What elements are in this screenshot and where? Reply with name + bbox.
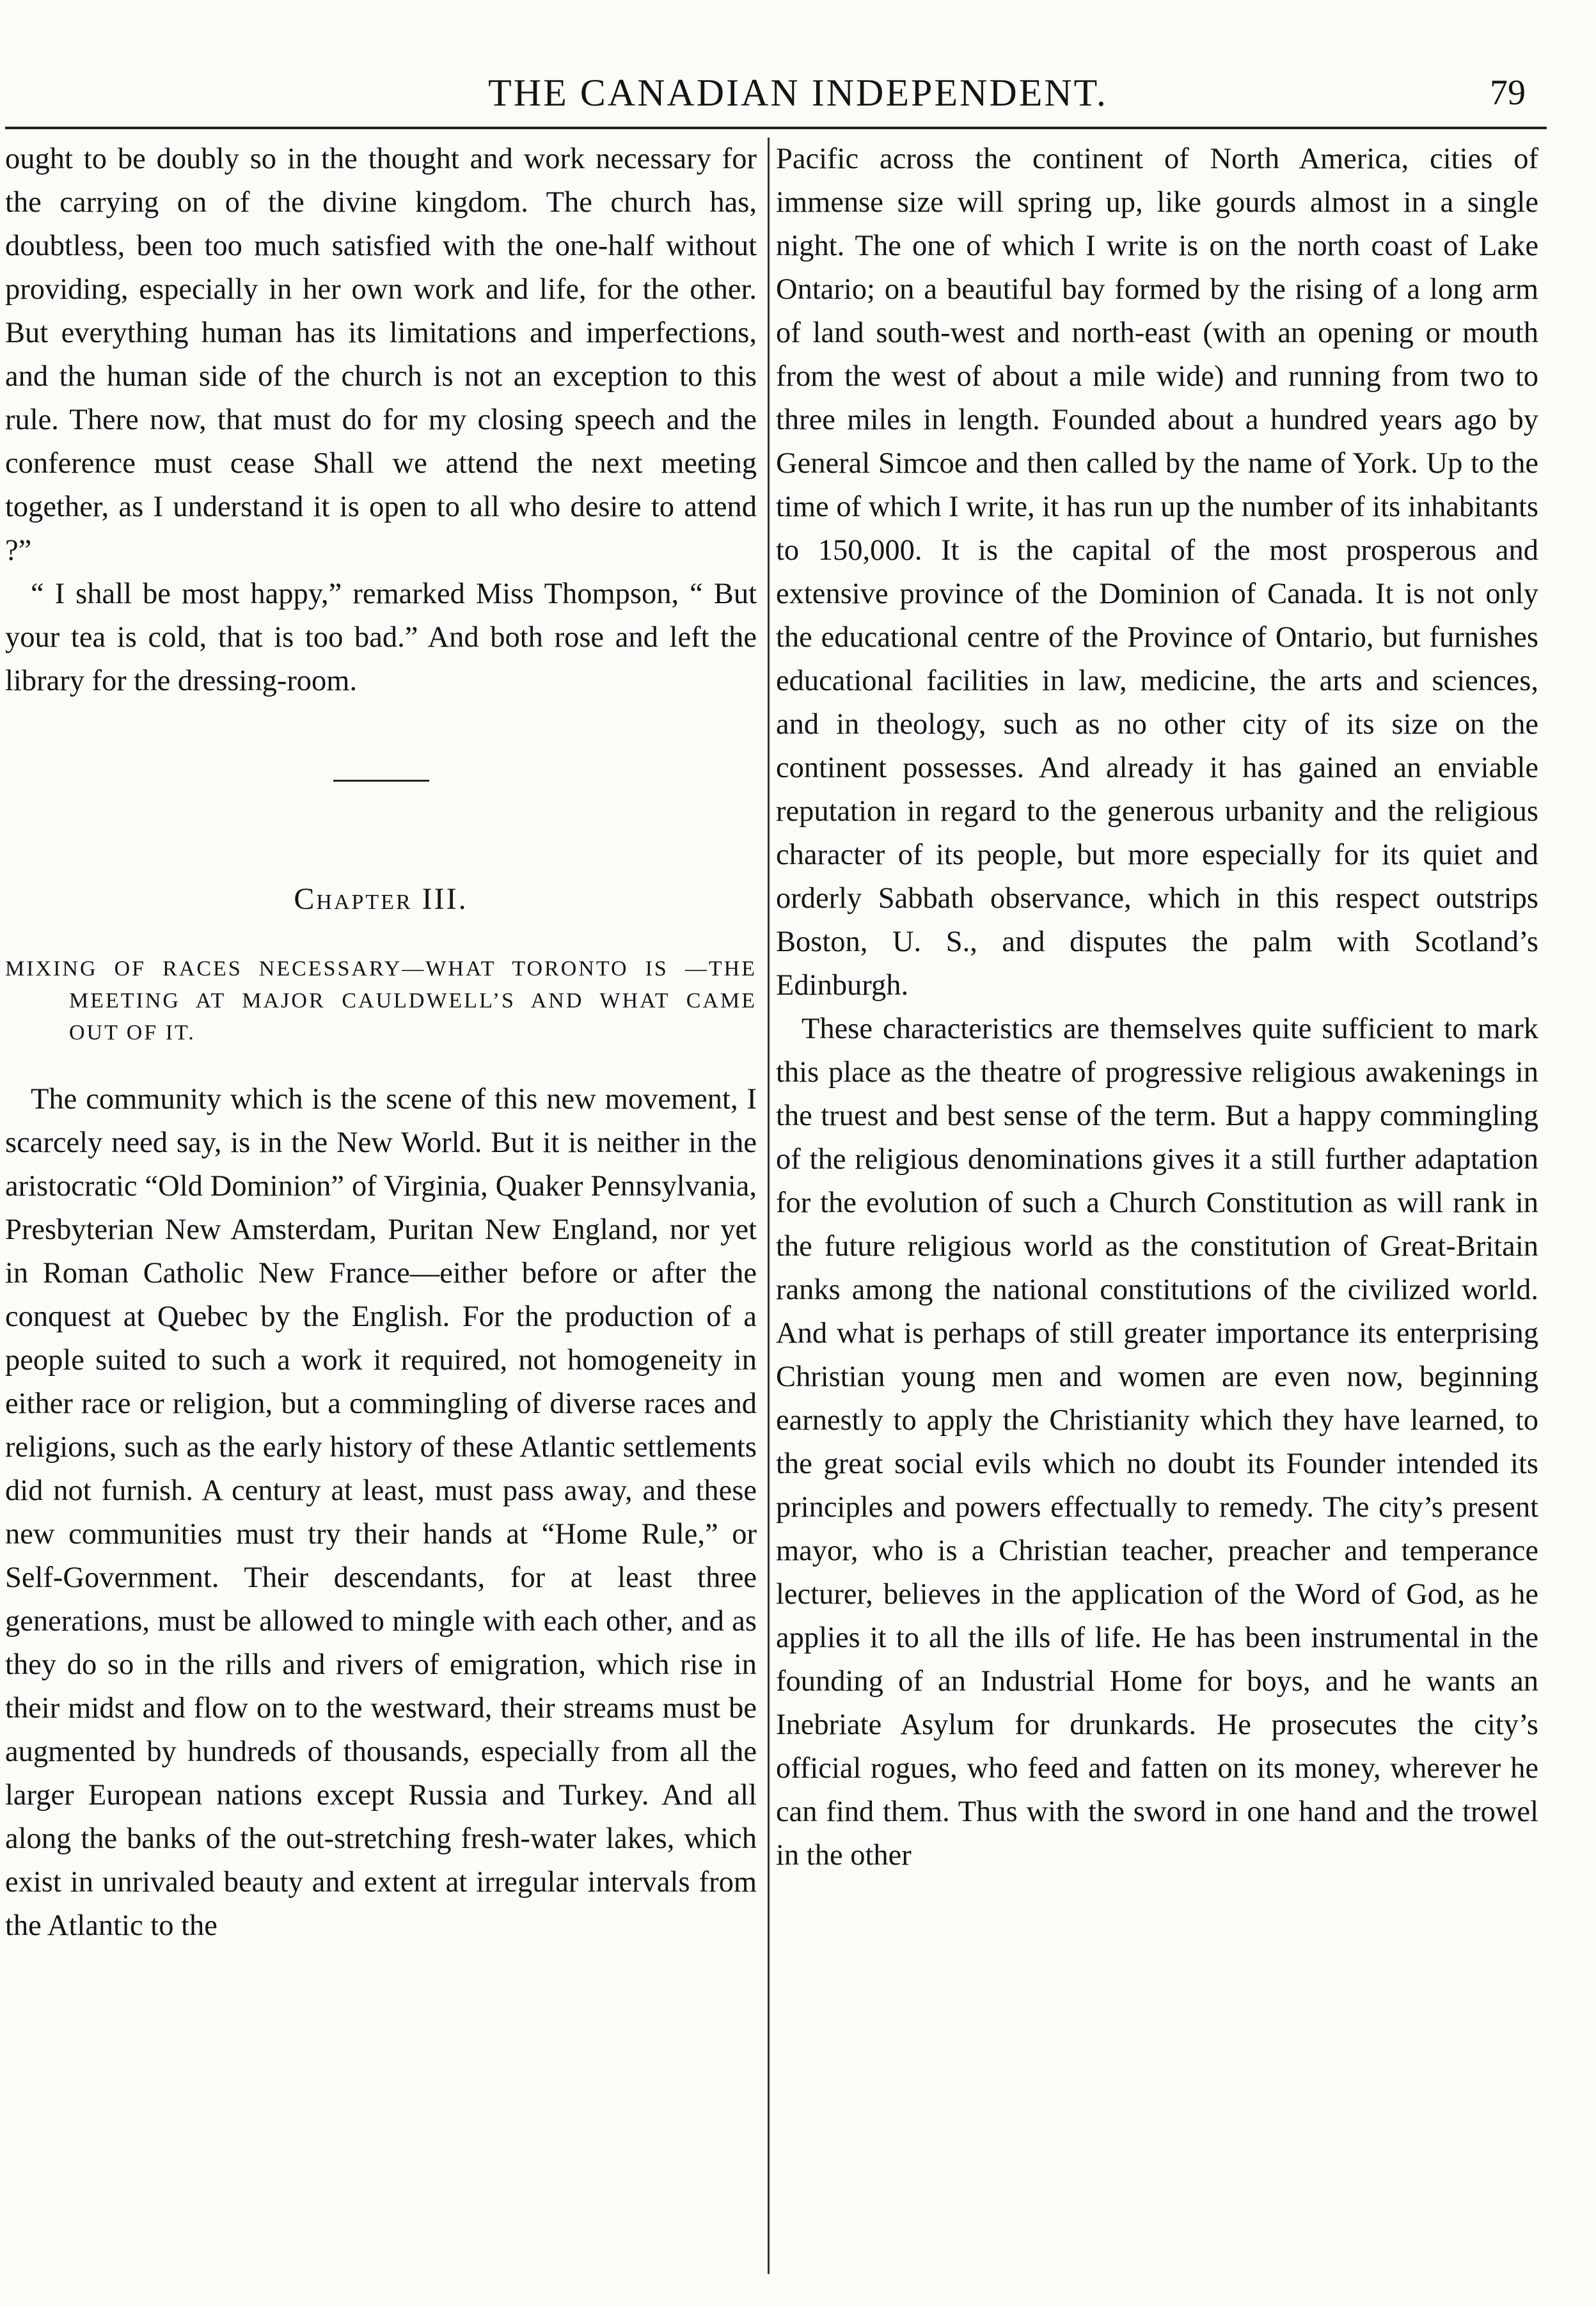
- chapter-summary: MIXING OF RACES NECESSARY—WHAT TORONTO IS —THE MEETING AT MAJOR CAULDWELL’S AND WHAT CAME OUT OF IT.: [5, 957, 757, 1045]
- page-header: [0, 64, 1596, 122]
- left-paragraph-1: ought to be doubly so in the thought and work necessary for the carrying on of the divine kingdom. The church has, doubtless, been too much satisfied with the one-half without providing, especially in her own work and life, for the other. But everything human has its limitations and imperfections, and the human side of the church is not an exception to this rule. There now, that must do for my closing speech and the conference must cease Shall we attend the next meeting together, as I understand it is open to all who desire to attend ?”: [5, 143, 757, 567]
- left-paragraph-2: “ I shall be most happy,” remarked Miss Thompson, “ But your tea is cold, that is too bad.” And both rose and left the library for the dressing-room.: [5, 578, 757, 697]
- column-divider: [768, 138, 770, 2274]
- left-paragraph-3: The community which is the scene of this new movement, I scarcely need say, is in the New World. But it is neither in the aristocratic “Old Dominion” of Virginia, Quaker Pennsylvania, Presbyterian New Amsterdam, Puritan New England, nor yet in Roman Catholic New France—either before or after the conquest at Quebec by the English. For the production of a people suited to such a work it required, not homogeneity in either race or religion, but a commingling of diverse races and religions, such as the early history of these Atlantic settlements did not furnish. A century at least, must pass away, and these new communities must try their hands at “Home Rule,” or Self-Government. Their descendants, for at least three generations, must be allowed to mingle with each other, and as they do so in the rills and rivers of emigration, which rise in their midst and flow on to the westward, their streams must be augmented by hundreds of thousands, especially from all the larger European nations except Russia and Turkey. And all along the banks of the out-stretching fresh-water lakes, which exist in unrivaled beauty and extent at irregular intervals from the Atlantic to the: [5, 1083, 757, 1942]
- page-number: 79: [1490, 73, 1526, 113]
- right-paragraph-1: Pacific across the continent of North America, cities of immense size will spring up, like gourds almost in a single night. The one of which I write is on the north coast of Lake Ontario; on a beautiful bay formed by the rising of a long arm of land south-west and north-east (with an opening or mouth from the west of about a mile wide) and running from two to three miles in length. Founded about a hundred years ago by General Simcoe and then called by the name of York. Up to the time of which I write, it has run up the number of its inhabitants to 150,000. It is the capital of the most prosperous and extensive province of the Dominion of Canada. It is not only the educational centre of the Province of Ontario, but furnishes educational facilities in law, medicine, the arts and sciences, and in theology, such as no other city of its size on the continent possesses. And already it has gained an enviable reputation in regard to the generous urbanity and the religious character of its people, but more especially for its quiet and orderly Sabbath observance, which in this respect outstrips Boston, U. S., and disputes the palm with Scotland’s Edinburgh.: [776, 143, 1538, 1002]
- section-separator: [333, 780, 429, 782]
- chapter-heading: Chapter III.: [294, 882, 468, 916]
- journal-title: THE CANADIAN INDEPENDENT.: [488, 72, 1108, 114]
- header-rule: [5, 127, 1547, 129]
- left-column: [5, 138, 757, 1948]
- right-paragraph-2: These characteristics are themselves quite sufficient to mark this place as the theatre of progressive religious awakenings in the truest and best sense of the term. But a happy commingling of the religious denominations gives it a still further adaptation for the evolution of such a Church Constitution as will rank in the future religious world as the constitution of Great-Britain ranks among the national constitutions of the civilized world. And what is perhaps of still greater importance its enterprising Christian young men and women are even now, beginning earnestly to apply the Christianity which they have learned, to the great social evils which no doubt its Founder intended its principles and powers effectually to remedy. The city’s present mayor, who is a Christian teacher, preacher and temperance lecturer, believes in the application of the Word of God, as he applies it to all the ills of life. He has been instrumental in the founding of an Industrial Home for boys, and he wants an Inebriate Asylum for drunkards. He prosecutes the city’s official rogues, who feed and fatten on its money, wherever he can find them. Thus with the sword in one hand and the trowel in the other: [776, 1013, 1538, 1872]
- right-column: [776, 138, 1538, 1877]
